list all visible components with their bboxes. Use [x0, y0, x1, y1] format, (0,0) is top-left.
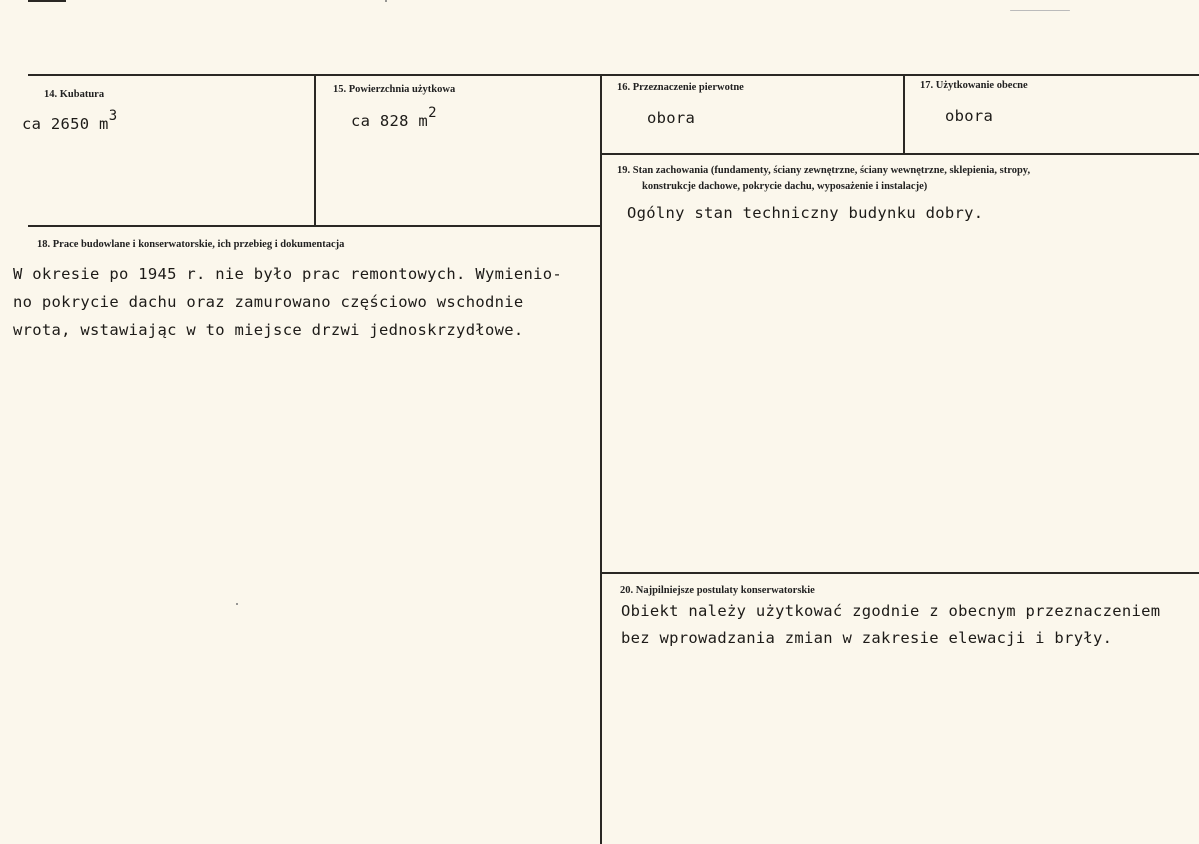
powierzchnia-value-text: ca 828 m	[351, 112, 429, 130]
powierzchnia-value	[351, 107, 437, 137]
rule-col-17	[903, 74, 905, 153]
stan-zachowania-label-line2: konstrukcje dachowe, pokrycie dachu, wyposażenie i instalacje)	[642, 181, 928, 192]
prace-budowlane-line-3: wrota, wstawiając w to miejsce drzwi jednoskrzydłowe.	[13, 321, 524, 339]
top-edge-speck	[385, 0, 387, 2]
rule-right-mid	[601, 153, 1199, 155]
paper-speck	[236, 603, 238, 605]
paper-speck	[1010, 10, 1070, 11]
postulaty-line-1: Obiekt należy użytkować zgodnie z obecnym przeznaczeniem	[621, 602, 1161, 620]
powierzchnia-label: 15. Powierzchnia użytkowa	[333, 84, 456, 95]
postulaty-line-2: bez wprowadzania zmian w zakresie elewacji i bryły.	[621, 629, 1113, 647]
kubatura-value-text: ca 2650 m	[22, 115, 109, 133]
kubatura-exponent: 3	[108, 108, 118, 124]
uzytkowanie-label: 17. Użytkowanie obecne	[920, 80, 1028, 91]
top-edge-mark	[28, 0, 66, 2]
prace-budowlane-line-1: W okresie po 1945 r. nie było prac remontowych. Wymienio-	[13, 265, 563, 283]
przeznaczenie-value: obora	[647, 109, 696, 127]
prace-budowlane-line-2: no pokrycie dachu oraz zamurowano częściowo wschodnie	[13, 293, 524, 311]
rule-col-center	[600, 74, 602, 844]
kubatura-label: 14. Kubatura	[44, 89, 105, 100]
postulaty-label: 20. Najpilniejsze postulaty konserwatorskie	[620, 585, 815, 596]
powierzchnia-exponent: 2	[428, 105, 437, 121]
uzytkowanie-value: obora	[945, 107, 994, 125]
stan-zachowania-label-line1: 19. Stan zachowania (fundamenty, ściany zewnętrzne, ściany wewnętrzne, sklepienia, stropy,	[617, 165, 1031, 176]
stan-zachowania-value: Ogólny stan techniczny budynku dobry.	[627, 204, 984, 222]
prace-budowlane-label: 18. Prace budowlane i konserwatorskie, ich przebieg i dokumentacja	[37, 239, 345, 250]
kubatura-value	[22, 110, 117, 140]
rule-col-15	[314, 74, 316, 226]
rule-right-lower	[601, 572, 1199, 574]
przeznaczenie-label: 16. Przeznaczenie pierwotne	[617, 82, 744, 93]
rule-top	[28, 74, 1199, 76]
